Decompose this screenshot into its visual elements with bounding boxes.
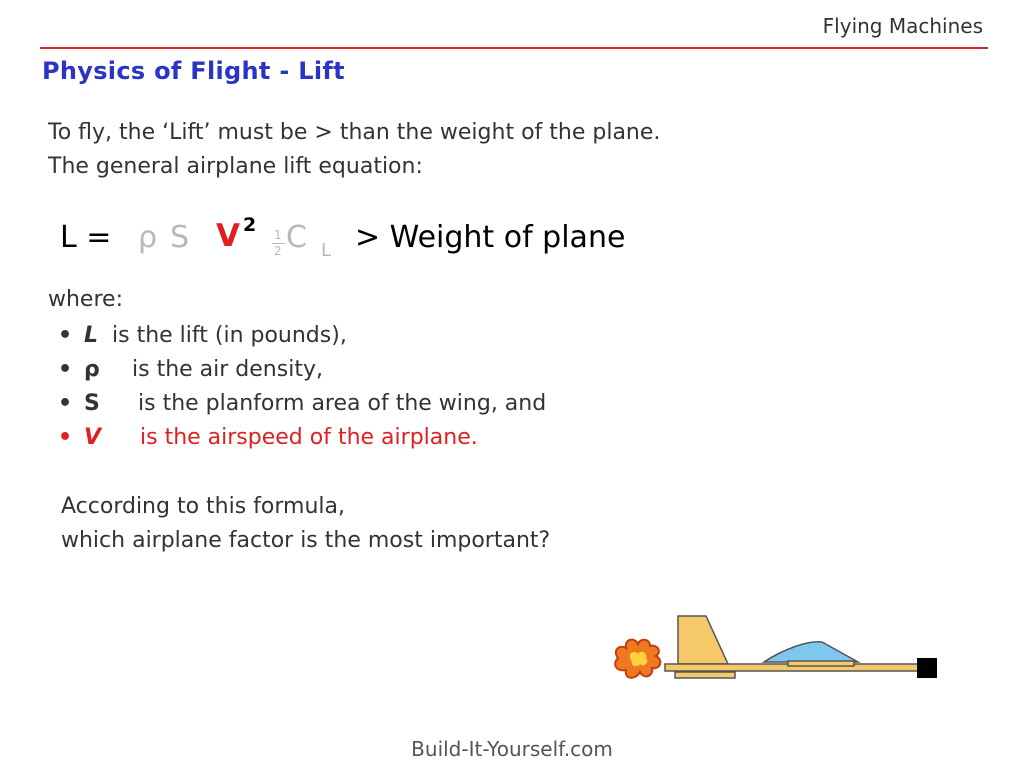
equation-c-subscript: L [321, 240, 332, 261]
lift-equation [60, 212, 760, 272]
equation-s: S [170, 220, 190, 255]
bullet: • [58, 425, 73, 450]
equation-rho: ρ [138, 220, 158, 255]
header-title: Flying Machines [822, 14, 983, 38]
equation-c: C [286, 220, 307, 255]
definition-text: is the airspeed of the airplane. [140, 425, 478, 450]
intro-text [48, 116, 660, 184]
definition-symbol: V [84, 425, 102, 450]
stabilizer-shape [675, 672, 735, 678]
bullet: • [58, 323, 73, 348]
question-line-2: which airplane factor is the most important? [61, 528, 551, 553]
wing-shape [788, 661, 854, 666]
definition-text: is the planform area of the wing, and [138, 391, 547, 416]
bullet: • [58, 357, 73, 382]
canopy-shape [764, 642, 858, 662]
bullet: • [58, 391, 73, 416]
intro-line-1: To fly, the ‘Lift’ must be > than the weight of the plane. [48, 120, 661, 145]
definition-symbol: S [84, 391, 100, 416]
slide-title: Physics of Flight - Lift [42, 57, 345, 85]
equation-lhs: L = [60, 220, 112, 255]
flame-icon [615, 640, 660, 678]
question-text [61, 490, 550, 558]
tail-fin-shape [678, 616, 728, 664]
half-denominator: 2 [274, 244, 282, 258]
nose-block-shape [917, 658, 937, 678]
equation-rhs: > Weight of plane [355, 220, 626, 255]
header-divider [40, 47, 988, 49]
question-line-1: According to this formula, [61, 494, 345, 519]
definition-text: is the lift (in pounds), [112, 323, 347, 348]
definition-symbol: L [84, 323, 99, 348]
equation-one-half [271, 229, 287, 259]
equation-exponent: 2 [243, 214, 257, 236]
definition-text: is the air density, [132, 357, 323, 382]
half-numerator: 1 [274, 228, 282, 242]
footer-website: Build-It-Yourself.com [411, 737, 613, 761]
definition-symbol: ρ [84, 357, 100, 382]
airplane-with-flame-icon [610, 610, 945, 690]
equation-v: V [216, 218, 240, 254]
where-label: where: [48, 287, 123, 312]
intro-line-2: The general airplane lift equation: [48, 154, 423, 179]
